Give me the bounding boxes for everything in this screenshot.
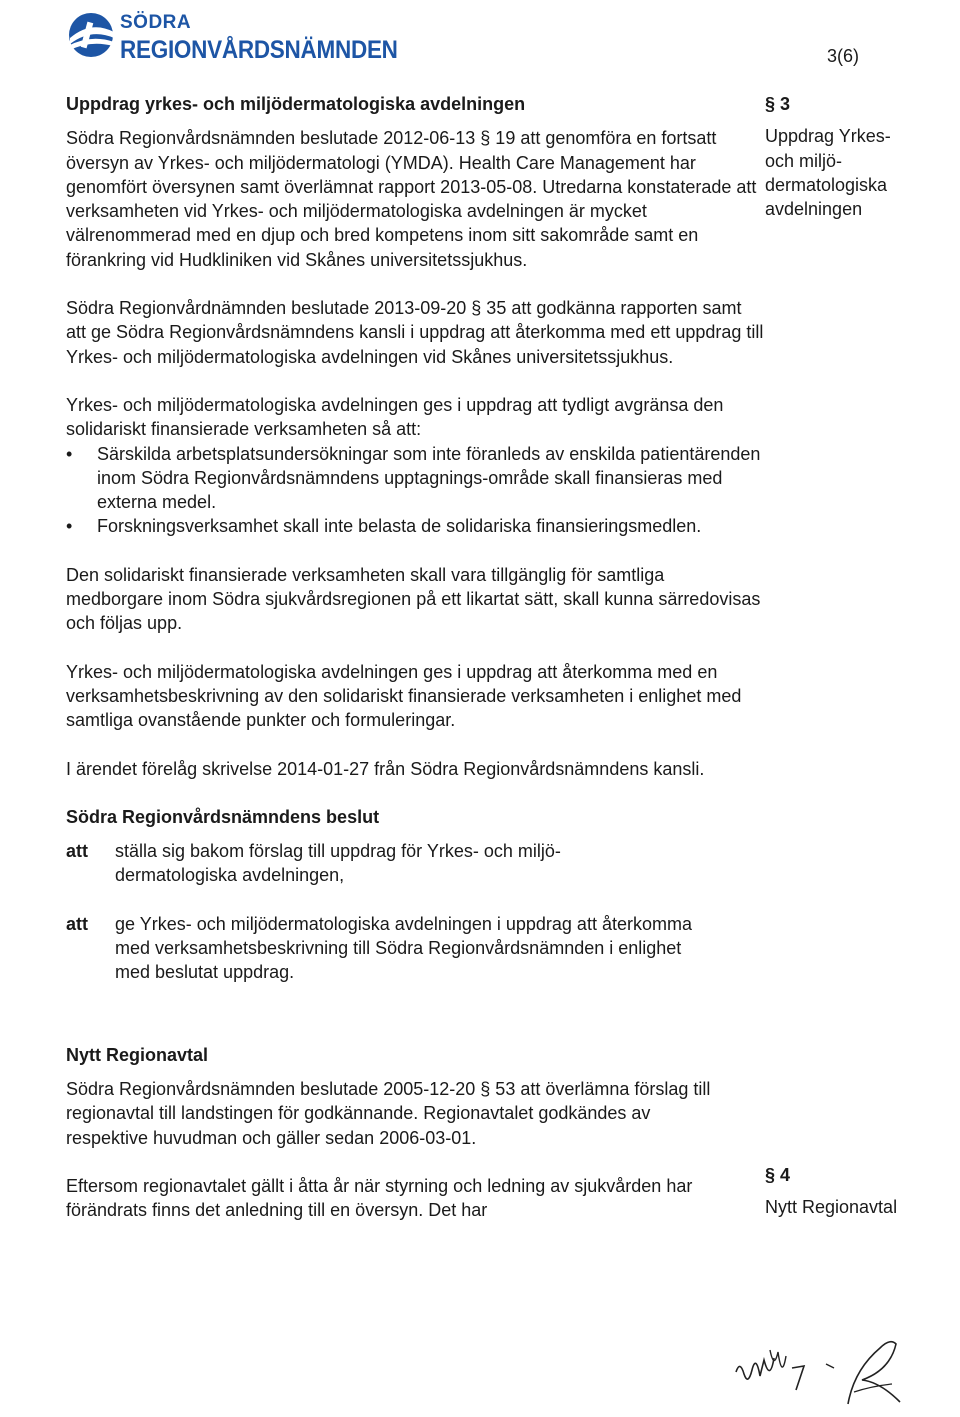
sidebar-section-4 — [765, 1163, 945, 1220]
list-item: • Särskilda arbetsplatsundersökningar som inte föranleds av enskilda patientärenden inom Södra Regionvårdsnämndens upptagnings-område skall finansieras med externa medel. — [66, 442, 766, 515]
paragraph-number: § 3 — [765, 94, 791, 114]
paragraph: Yrkes- och miljödermatologiska avdelningen ges i uppdrag att återkomma med en verksamhetsbeskrivning av den solidariskt finansierade verksamheten i enlighet med samtliga ovanstående punkter och formuleringar. — [66, 661, 742, 731]
decision-text: ge Yrkes- och miljödermatologiska avdelningen i uppdrag att återkomma med verksamhetsbeskrivning till Södra Regionvårdsnämnden i enlighet med beslutat uppdrag. — [115, 913, 692, 983]
paragraph: Den solidariskt finansierade verksamheten skall vara tillgänglig för samtliga medborgare inom Södra sjukvårdsregionen på ett likartat sätt, skall kunna särredovisas och följas upp. — [66, 564, 761, 634]
section-heading: Nytt Regionavtal — [66, 1044, 209, 1065]
paragraph-number: § 4 — [765, 1165, 791, 1185]
handwritten-initials-signature — [730, 1330, 920, 1412]
sidebar-section-3 — [765, 92, 945, 221]
decision-heading: Södra Regionvårdsnämndens beslut — [66, 806, 380, 827]
decision-keyword: att — [66, 841, 88, 862]
logo-text-sodra: SÖDRA — [120, 12, 192, 33]
section-heading: Uppdrag yrkes- och miljödermatologiska avdelningen — [66, 94, 526, 114]
bullet-list — [66, 442, 766, 539]
paragraph: I ärendet förelåg skrivelse 2014-01-27 från Södra Regionvårdsnämndens kansli. — [66, 758, 705, 779]
sidebar-title-line: Nytt Regionavtal — [765, 1197, 898, 1218]
decision-keyword: att — [66, 913, 88, 934]
paragraph: Eftersom regionavtalet gällt i åtta år när styrning och ledning av sjukvården har förändrats finns det anledning till en översyn. Det har — [66, 1175, 693, 1221]
decision-item — [66, 912, 766, 985]
sidebar-title-line: dermatologiska — [765, 174, 888, 195]
sidebar-title-line: Uppdrag Yrkes- — [765, 126, 891, 147]
main-content — [66, 92, 766, 1222]
organization-logo — [64, 6, 424, 68]
page-number: 3(6) — [826, 46, 859, 66]
list-item: • Forskningsverksamhet skall inte belasta de solidariska finansieringsmedlen. — [66, 514, 766, 538]
paragraph: Yrkes- och miljödermatologiska avdelningen ges i uppdrag att tydligt avgränsa den solidariskt finansierade verksamheten så att: — [66, 394, 724, 440]
sidebar-title-line: och miljö- — [765, 150, 843, 171]
paragraph: Södra Regionvårdnämnden beslutade 2013-09-20 § 35 att godkänna rapporten samt att ge Södra Regionvårdsnämndens kansli i uppdrag att återkomma med ett uppdrag till Yrkes- och miljödermatologiska avdelningen vid Skånes universitetssjukhus. — [66, 298, 764, 367]
logo-text-regionvardsnamnden: REGIONVÅRDSNÄMNDEN — [120, 36, 398, 64]
sidebar-title-line: avdelningen — [765, 199, 863, 220]
logo-emblem-icon — [64, 8, 118, 62]
paragraph: Södra Regionvårdsnämnden beslutade 2012-06-13 § 19 att genomföra en fortsatt översyn av Yrkes- och miljödermatologi (YMDA). Health Care Management har genomfört översynen samt överlämnat rapport 2013-05-08. Utredarna konstaterade att verksamheten vid Yrkes- och miljödermatologiska avdelningen är mycket välrenommerad med en djup och bred kompetens inom sitt sakområde samt en förankring vid Hudkliniken vid Skånes universitetssjukhus. — [66, 128, 757, 270]
decision-text: ställa sig bakom förslag till uppdrag för Yrkes- och miljö-dermatologiska avdelningen, — [115, 841, 561, 886]
decision-item — [66, 839, 766, 888]
paragraph: Södra Regionvårdsnämnden beslutade 2005-12-20 § 53 att överlämna förslag till regionavtal till landstingen för godkännande. Regionavtalet godkändes av respektive huvudman och gäller sedan 2006-03-01. — [66, 1078, 711, 1148]
